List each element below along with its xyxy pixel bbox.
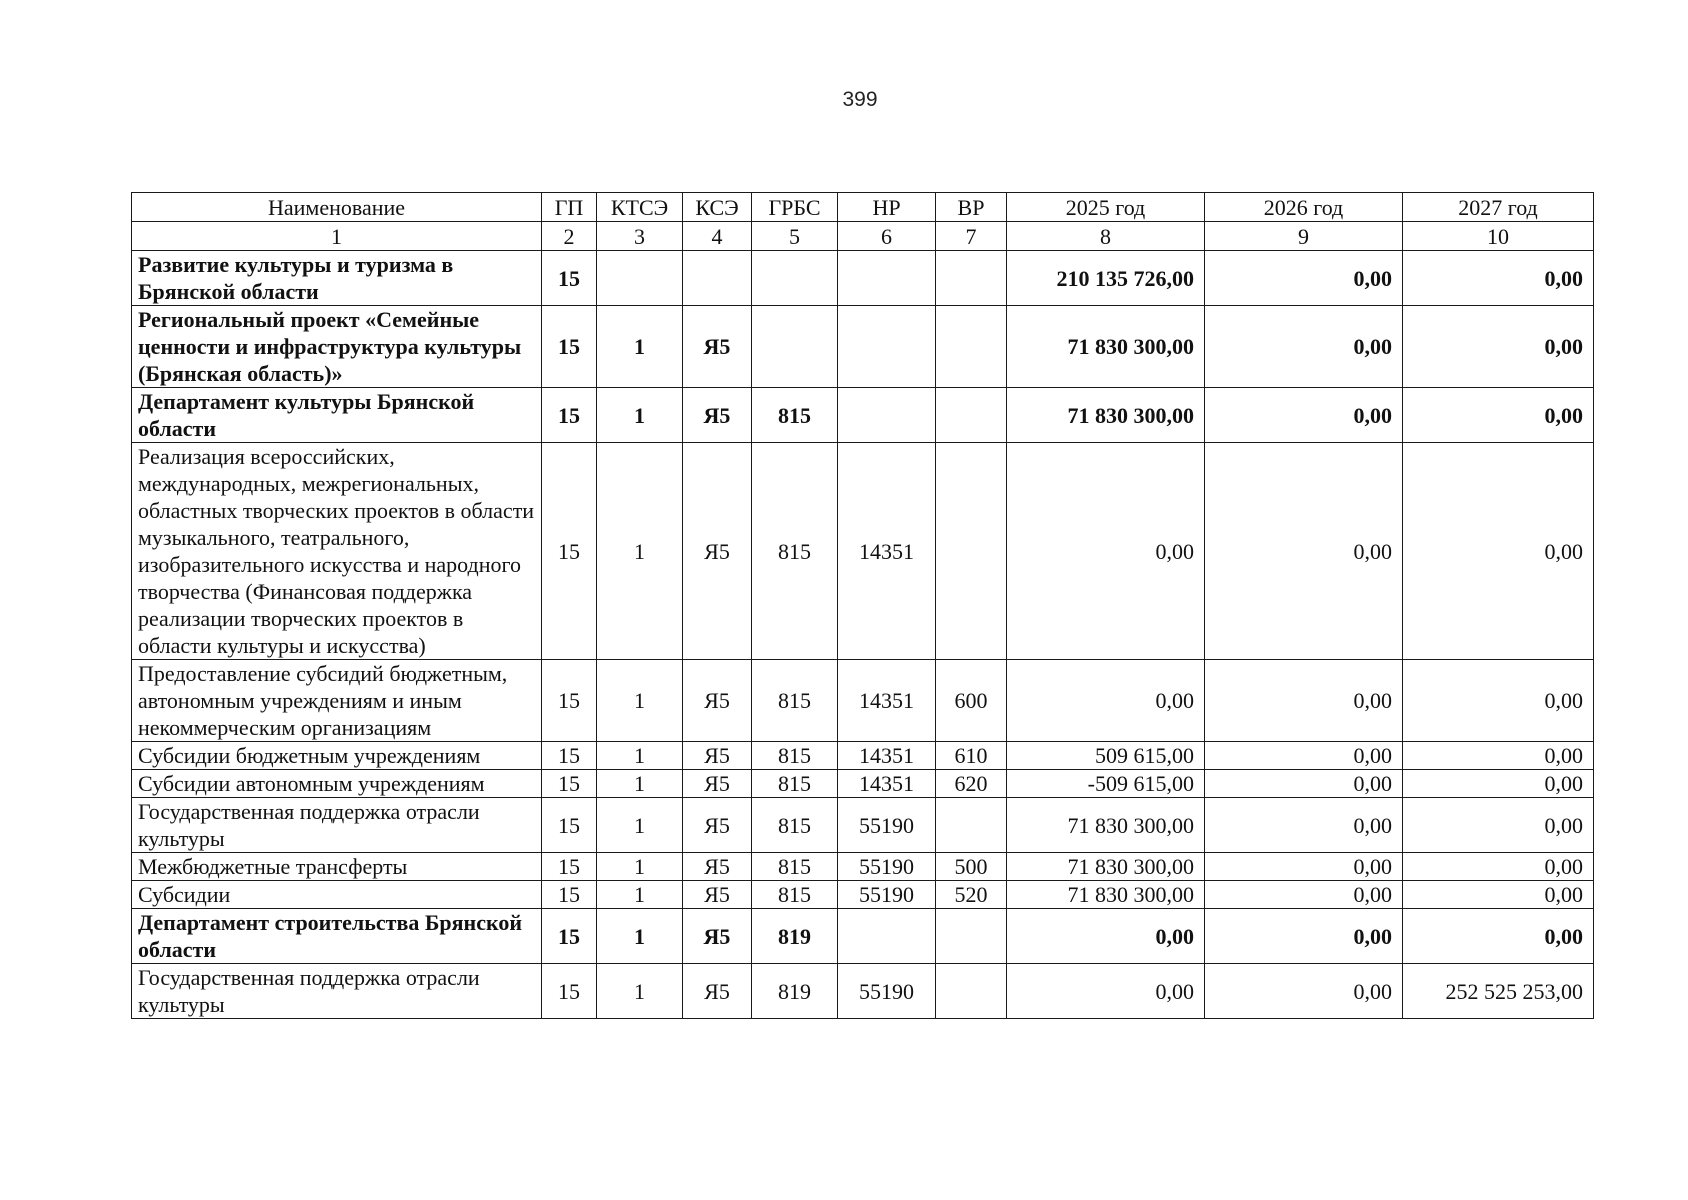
amount-2025-cell: 509 615,00 bbox=[1007, 742, 1205, 770]
table-row bbox=[132, 742, 1594, 770]
grbs-cell bbox=[752, 306, 838, 388]
gp-cell: 15 bbox=[542, 660, 597, 742]
nr-cell: 55190 bbox=[838, 964, 936, 1019]
column-number: 6 bbox=[838, 222, 936, 251]
column-header: ВР bbox=[936, 193, 1007, 222]
grbs-cell: 815 bbox=[752, 770, 838, 798]
ktse-cell: 1 bbox=[597, 443, 683, 660]
amount-2025-cell: -509 615,00 bbox=[1007, 770, 1205, 798]
grbs-cell bbox=[752, 251, 838, 306]
nr-cell: 14351 bbox=[838, 660, 936, 742]
name-cell: Департамент культуры Брянской области bbox=[132, 388, 542, 443]
table-row bbox=[132, 443, 1594, 660]
vr-cell: 600 bbox=[936, 660, 1007, 742]
grbs-cell: 819 bbox=[752, 964, 838, 1019]
vr-cell: 620 bbox=[936, 770, 1007, 798]
amount-2025-cell: 71 830 300,00 bbox=[1007, 798, 1205, 853]
table-row bbox=[132, 306, 1594, 388]
ktse-cell: 1 bbox=[597, 660, 683, 742]
ktse-cell: 1 bbox=[597, 306, 683, 388]
grbs-cell: 815 bbox=[752, 853, 838, 881]
ktse-cell: 1 bbox=[597, 909, 683, 964]
amount-2025-cell: 0,00 bbox=[1007, 660, 1205, 742]
name-cell: Региональный проект «Семейные ценности и инфраструктура культуры (Брянская область)» bbox=[132, 306, 542, 388]
grbs-cell: 815 bbox=[752, 742, 838, 770]
column-header: 2026 год bbox=[1205, 193, 1403, 222]
gp-cell: 15 bbox=[542, 853, 597, 881]
vr-cell bbox=[936, 388, 1007, 443]
amount-2026-cell: 0,00 bbox=[1205, 881, 1403, 909]
column-header: ГРБС bbox=[752, 193, 838, 222]
amount-2026-cell: 0,00 bbox=[1205, 443, 1403, 660]
column-number: 9 bbox=[1205, 222, 1403, 251]
amount-2027-cell: 0,00 bbox=[1403, 660, 1594, 742]
amount-2025-cell: 0,00 bbox=[1007, 964, 1205, 1019]
ktse-cell: 1 bbox=[597, 798, 683, 853]
table-row bbox=[132, 964, 1594, 1019]
name-cell: Предоставление субсидий бюджетным, автономным учреждениям и иным некоммерческим организациям bbox=[132, 660, 542, 742]
ktse-cell: 1 bbox=[597, 881, 683, 909]
table-row bbox=[132, 798, 1594, 853]
amount-2025-cell: 210 135 726,00 bbox=[1007, 251, 1205, 306]
amount-2026-cell: 0,00 bbox=[1205, 853, 1403, 881]
amount-2026-cell: 0,00 bbox=[1205, 770, 1403, 798]
nr-cell: 55190 bbox=[838, 798, 936, 853]
gp-cell: 15 bbox=[542, 251, 597, 306]
column-header: КТСЭ bbox=[597, 193, 683, 222]
table-row bbox=[132, 770, 1594, 798]
vr-cell bbox=[936, 909, 1007, 964]
column-header: Наименование bbox=[132, 193, 542, 222]
amount-2027-cell: 0,00 bbox=[1403, 853, 1594, 881]
nr-cell: 14351 bbox=[838, 742, 936, 770]
amount-2027-cell: 0,00 bbox=[1403, 306, 1594, 388]
vr-cell: 500 bbox=[936, 853, 1007, 881]
name-cell: Развитие культуры и туризма в Брянской области bbox=[132, 251, 542, 306]
grbs-cell: 815 bbox=[752, 660, 838, 742]
amount-2025-cell: 0,00 bbox=[1007, 909, 1205, 964]
column-header: 2027 год bbox=[1403, 193, 1594, 222]
column-header: НР bbox=[838, 193, 936, 222]
table-row bbox=[132, 251, 1594, 306]
column-number: 10 bbox=[1403, 222, 1594, 251]
kse-cell: Я5 bbox=[683, 388, 752, 443]
kse-cell: Я5 bbox=[683, 660, 752, 742]
vr-cell bbox=[936, 251, 1007, 306]
name-cell: Государственная поддержка отрасли культуры bbox=[132, 798, 542, 853]
nr-cell bbox=[838, 251, 936, 306]
grbs-cell: 815 bbox=[752, 798, 838, 853]
gp-cell: 15 bbox=[542, 881, 597, 909]
kse-cell: Я5 bbox=[683, 306, 752, 388]
name-cell: Государственная поддержка отрасли культуры bbox=[132, 964, 542, 1019]
vr-cell: 610 bbox=[936, 742, 1007, 770]
ktse-cell: 1 bbox=[597, 388, 683, 443]
name-cell: Субсидии автономным учреждениям bbox=[132, 770, 542, 798]
column-number: 4 bbox=[683, 222, 752, 251]
amount-2027-cell: 0,00 bbox=[1403, 251, 1594, 306]
amount-2027-cell: 252 525 253,00 bbox=[1403, 964, 1594, 1019]
amount-2027-cell: 0,00 bbox=[1403, 742, 1594, 770]
amount-2026-cell: 0,00 bbox=[1205, 964, 1403, 1019]
column-number-row bbox=[132, 222, 1594, 251]
ktse-cell: 1 bbox=[597, 853, 683, 881]
budget-table-body bbox=[132, 193, 1594, 1019]
kse-cell: Я5 bbox=[683, 798, 752, 853]
header-row bbox=[132, 193, 1594, 222]
name-cell: Департамент строительства Брянской области bbox=[132, 909, 542, 964]
column-number: 3 bbox=[597, 222, 683, 251]
grbs-cell: 819 bbox=[752, 909, 838, 964]
name-cell: Субсидии bbox=[132, 881, 542, 909]
amount-2026-cell: 0,00 bbox=[1205, 742, 1403, 770]
grbs-cell: 815 bbox=[752, 443, 838, 660]
vr-cell bbox=[936, 798, 1007, 853]
grbs-cell: 815 bbox=[752, 388, 838, 443]
vr-cell bbox=[936, 964, 1007, 1019]
amount-2025-cell: 71 830 300,00 bbox=[1007, 881, 1205, 909]
ktse-cell: 1 bbox=[597, 742, 683, 770]
gp-cell: 15 bbox=[542, 770, 597, 798]
column-number: 8 bbox=[1007, 222, 1205, 251]
nr-cell: 14351 bbox=[838, 443, 936, 660]
vr-cell bbox=[936, 443, 1007, 660]
amount-2025-cell: 0,00 bbox=[1007, 443, 1205, 660]
name-cell: Межбюджетные трансферты bbox=[132, 853, 542, 881]
table-row bbox=[132, 853, 1594, 881]
name-cell: Реализация всероссийских, международных, межрегиональных, областных творческих проектов в области музыкального, театрального, изобразительного искусства и народного творчества (Финансовая поддержка реализации творческих проектов в области культуры и искусства) bbox=[132, 443, 542, 660]
vr-cell: 520 bbox=[936, 881, 1007, 909]
amount-2027-cell: 0,00 bbox=[1403, 770, 1594, 798]
ktse-cell bbox=[597, 251, 683, 306]
gp-cell: 15 bbox=[542, 964, 597, 1019]
vr-cell bbox=[936, 306, 1007, 388]
kse-cell: Я5 bbox=[683, 881, 752, 909]
column-header: 2025 год bbox=[1007, 193, 1205, 222]
nr-cell: 14351 bbox=[838, 770, 936, 798]
nr-cell bbox=[838, 388, 936, 443]
column-header: КСЭ bbox=[683, 193, 752, 222]
kse-cell: Я5 bbox=[683, 909, 752, 964]
table-row bbox=[132, 881, 1594, 909]
amount-2025-cell: 71 830 300,00 bbox=[1007, 853, 1205, 881]
amount-2026-cell: 0,00 bbox=[1205, 909, 1403, 964]
nr-cell: 55190 bbox=[838, 853, 936, 881]
amount-2027-cell: 0,00 bbox=[1403, 443, 1594, 660]
gp-cell: 15 bbox=[542, 742, 597, 770]
gp-cell: 15 bbox=[542, 909, 597, 964]
name-cell: Субсидии бюджетным учреждениям bbox=[132, 742, 542, 770]
column-number: 7 bbox=[936, 222, 1007, 251]
amount-2026-cell: 0,00 bbox=[1205, 306, 1403, 388]
amount-2026-cell: 0,00 bbox=[1205, 660, 1403, 742]
amount-2027-cell: 0,00 bbox=[1403, 909, 1594, 964]
table-row bbox=[132, 909, 1594, 964]
amount-2027-cell: 0,00 bbox=[1403, 881, 1594, 909]
table-row bbox=[132, 388, 1594, 443]
column-number: 2 bbox=[542, 222, 597, 251]
gp-cell: 15 bbox=[542, 388, 597, 443]
kse-cell: Я5 bbox=[683, 742, 752, 770]
kse-cell: Я5 bbox=[683, 443, 752, 660]
page-number: 399 bbox=[842, 88, 878, 111]
gp-cell: 15 bbox=[542, 306, 597, 388]
kse-cell: Я5 bbox=[683, 964, 752, 1019]
ktse-cell: 1 bbox=[597, 770, 683, 798]
kse-cell bbox=[683, 251, 752, 306]
column-number: 5 bbox=[752, 222, 838, 251]
nr-cell bbox=[838, 306, 936, 388]
amount-2026-cell: 0,00 bbox=[1205, 388, 1403, 443]
nr-cell bbox=[838, 909, 936, 964]
column-number: 1 bbox=[132, 222, 542, 251]
amount-2025-cell: 71 830 300,00 bbox=[1007, 388, 1205, 443]
gp-cell: 15 bbox=[542, 443, 597, 660]
gp-cell: 15 bbox=[542, 798, 597, 853]
kse-cell: Я5 bbox=[683, 853, 752, 881]
budget-table bbox=[131, 192, 1594, 1019]
nr-cell: 55190 bbox=[838, 881, 936, 909]
amount-2027-cell: 0,00 bbox=[1403, 798, 1594, 853]
column-header: ГП bbox=[542, 193, 597, 222]
amount-2027-cell: 0,00 bbox=[1403, 388, 1594, 443]
amount-2026-cell: 0,00 bbox=[1205, 798, 1403, 853]
amount-2025-cell: 71 830 300,00 bbox=[1007, 306, 1205, 388]
ktse-cell: 1 bbox=[597, 964, 683, 1019]
kse-cell: Я5 bbox=[683, 770, 752, 798]
amount-2026-cell: 0,00 bbox=[1205, 251, 1403, 306]
grbs-cell: 815 bbox=[752, 881, 838, 909]
table-row bbox=[132, 660, 1594, 742]
